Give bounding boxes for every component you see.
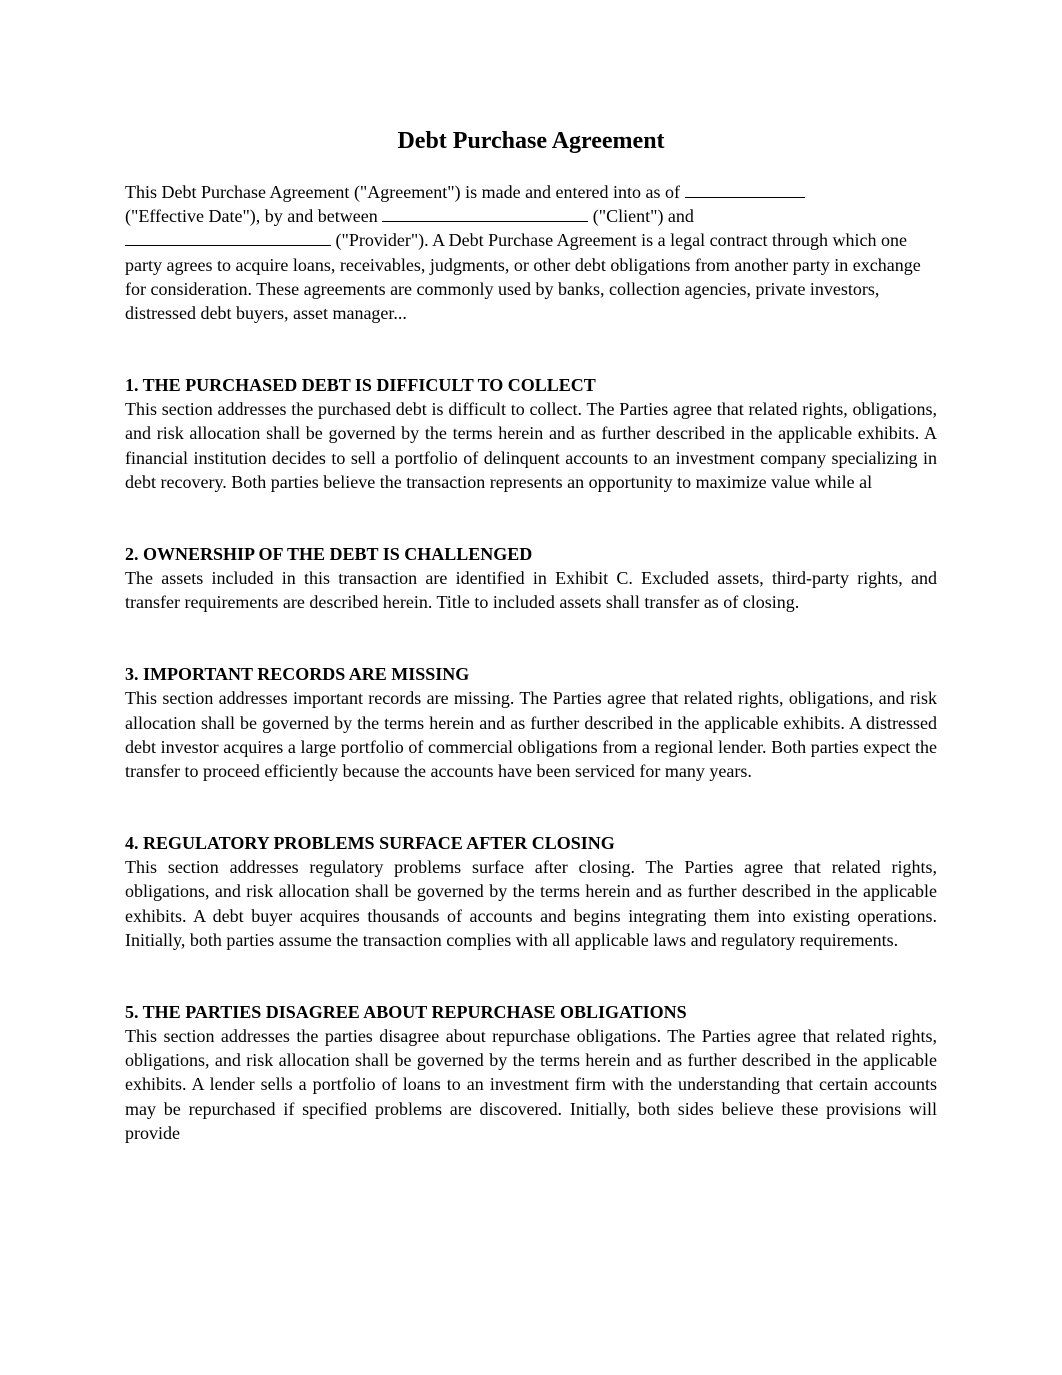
section-1 [125,373,937,494]
client-name-blank [382,205,588,222]
section-heading: 5. THE PARTIES DISAGREE ABOUT REPURCHASE OBLIGATIONS [125,1002,687,1023]
section-heading: 4. REGULATORY PROBLEMS SURFACE AFTER CLOSING [125,833,615,854]
section-body: This section addresses regulatory problems surface after closing. The Parties agree that related rights, obligations, and risk allocation shall be governed by the terms herein and as further described in the applicable exhibits. A debt buyer acquires thousands of accounts and begins integrating them into existing operations. Initially, both parties assume the transaction complies with all applicable laws and regulatory requirements. [125,857,937,950]
section-5 [125,1000,937,1145]
section-body: This section addresses important records are missing. The Parties agree that related rights, obligations, and risk allocation shall be governed by the terms herein and as further described in the applicable exhibits. A distressed debt investor acquires a large portfolio of commercial obligations from a regional lender. Both parties expect the transfer to proceed efficiently because the accounts have been serviced for many years. [125,688,937,782]
section-heading: 2. OWNERSHIP OF THE DEBT IS CHALLENGED [125,544,533,565]
provider-name-blank [125,229,331,246]
section-heading: 1. THE PURCHASED DEBT IS DIFFICULT TO COLLECT [125,375,596,396]
intro-text-3: ("Client") and [588,206,694,227]
section-heading: 3. IMPORTANT RECORDS ARE MISSING [125,664,470,685]
section-2 [125,542,937,614]
effective-date-blank [685,181,805,198]
section-body: This section addresses the purchased debt is difficult to collect. The Parties agree that related rights, obligations, and risk allocation shall be governed by the terms herein and as further described in the applicable exhibits. A financial institution decides to sell a portfolio of delinquent accounts to an investment company specializing in debt recovery. Both parties believe the transaction represents an opportunity to maximize value while al [125,399,937,492]
intro-text-2: ("Effective Date"), by and between [125,206,383,227]
intro-text-1: This Debt Purchase Agreement ("Agreement") is made and entered into as of [125,182,685,202]
intro-text-4: ("Provider"). A Debt Purchase Agreement is a legal contract through which one party agrees to acquire loans, receivables, judgments, or other debt obligations from another party in exchange for consideration. These agreements are commonly used by banks, collection agencies, private investors, distressed debt buyers, asset manager... [125,230,921,324]
document-content [125,126,937,1145]
section-body: This section addresses the parties disagree about repurchase obligations. The Parties agree that related rights, obligations, and risk allocation shall be governed by the terms herein and as further described in the applicable exhibits. A lender sells a portfolio of loans to an investment firm with the understanding that certain accounts may be repurchased if specified problems are discovered. Initially, both sides believe these provisions will provide [125,1026,937,1143]
section-4 [125,831,937,952]
intro-paragraph [125,180,937,325]
document-title: Debt Purchase Agreement [397,128,665,154]
section-body: The assets included in this transaction are identified in Exhibit C. Excluded assets, third-party rights, and transfer requirements are described herein. Title to included assets shall transfer as of closing. [125,568,937,613]
section-3 [125,662,937,783]
